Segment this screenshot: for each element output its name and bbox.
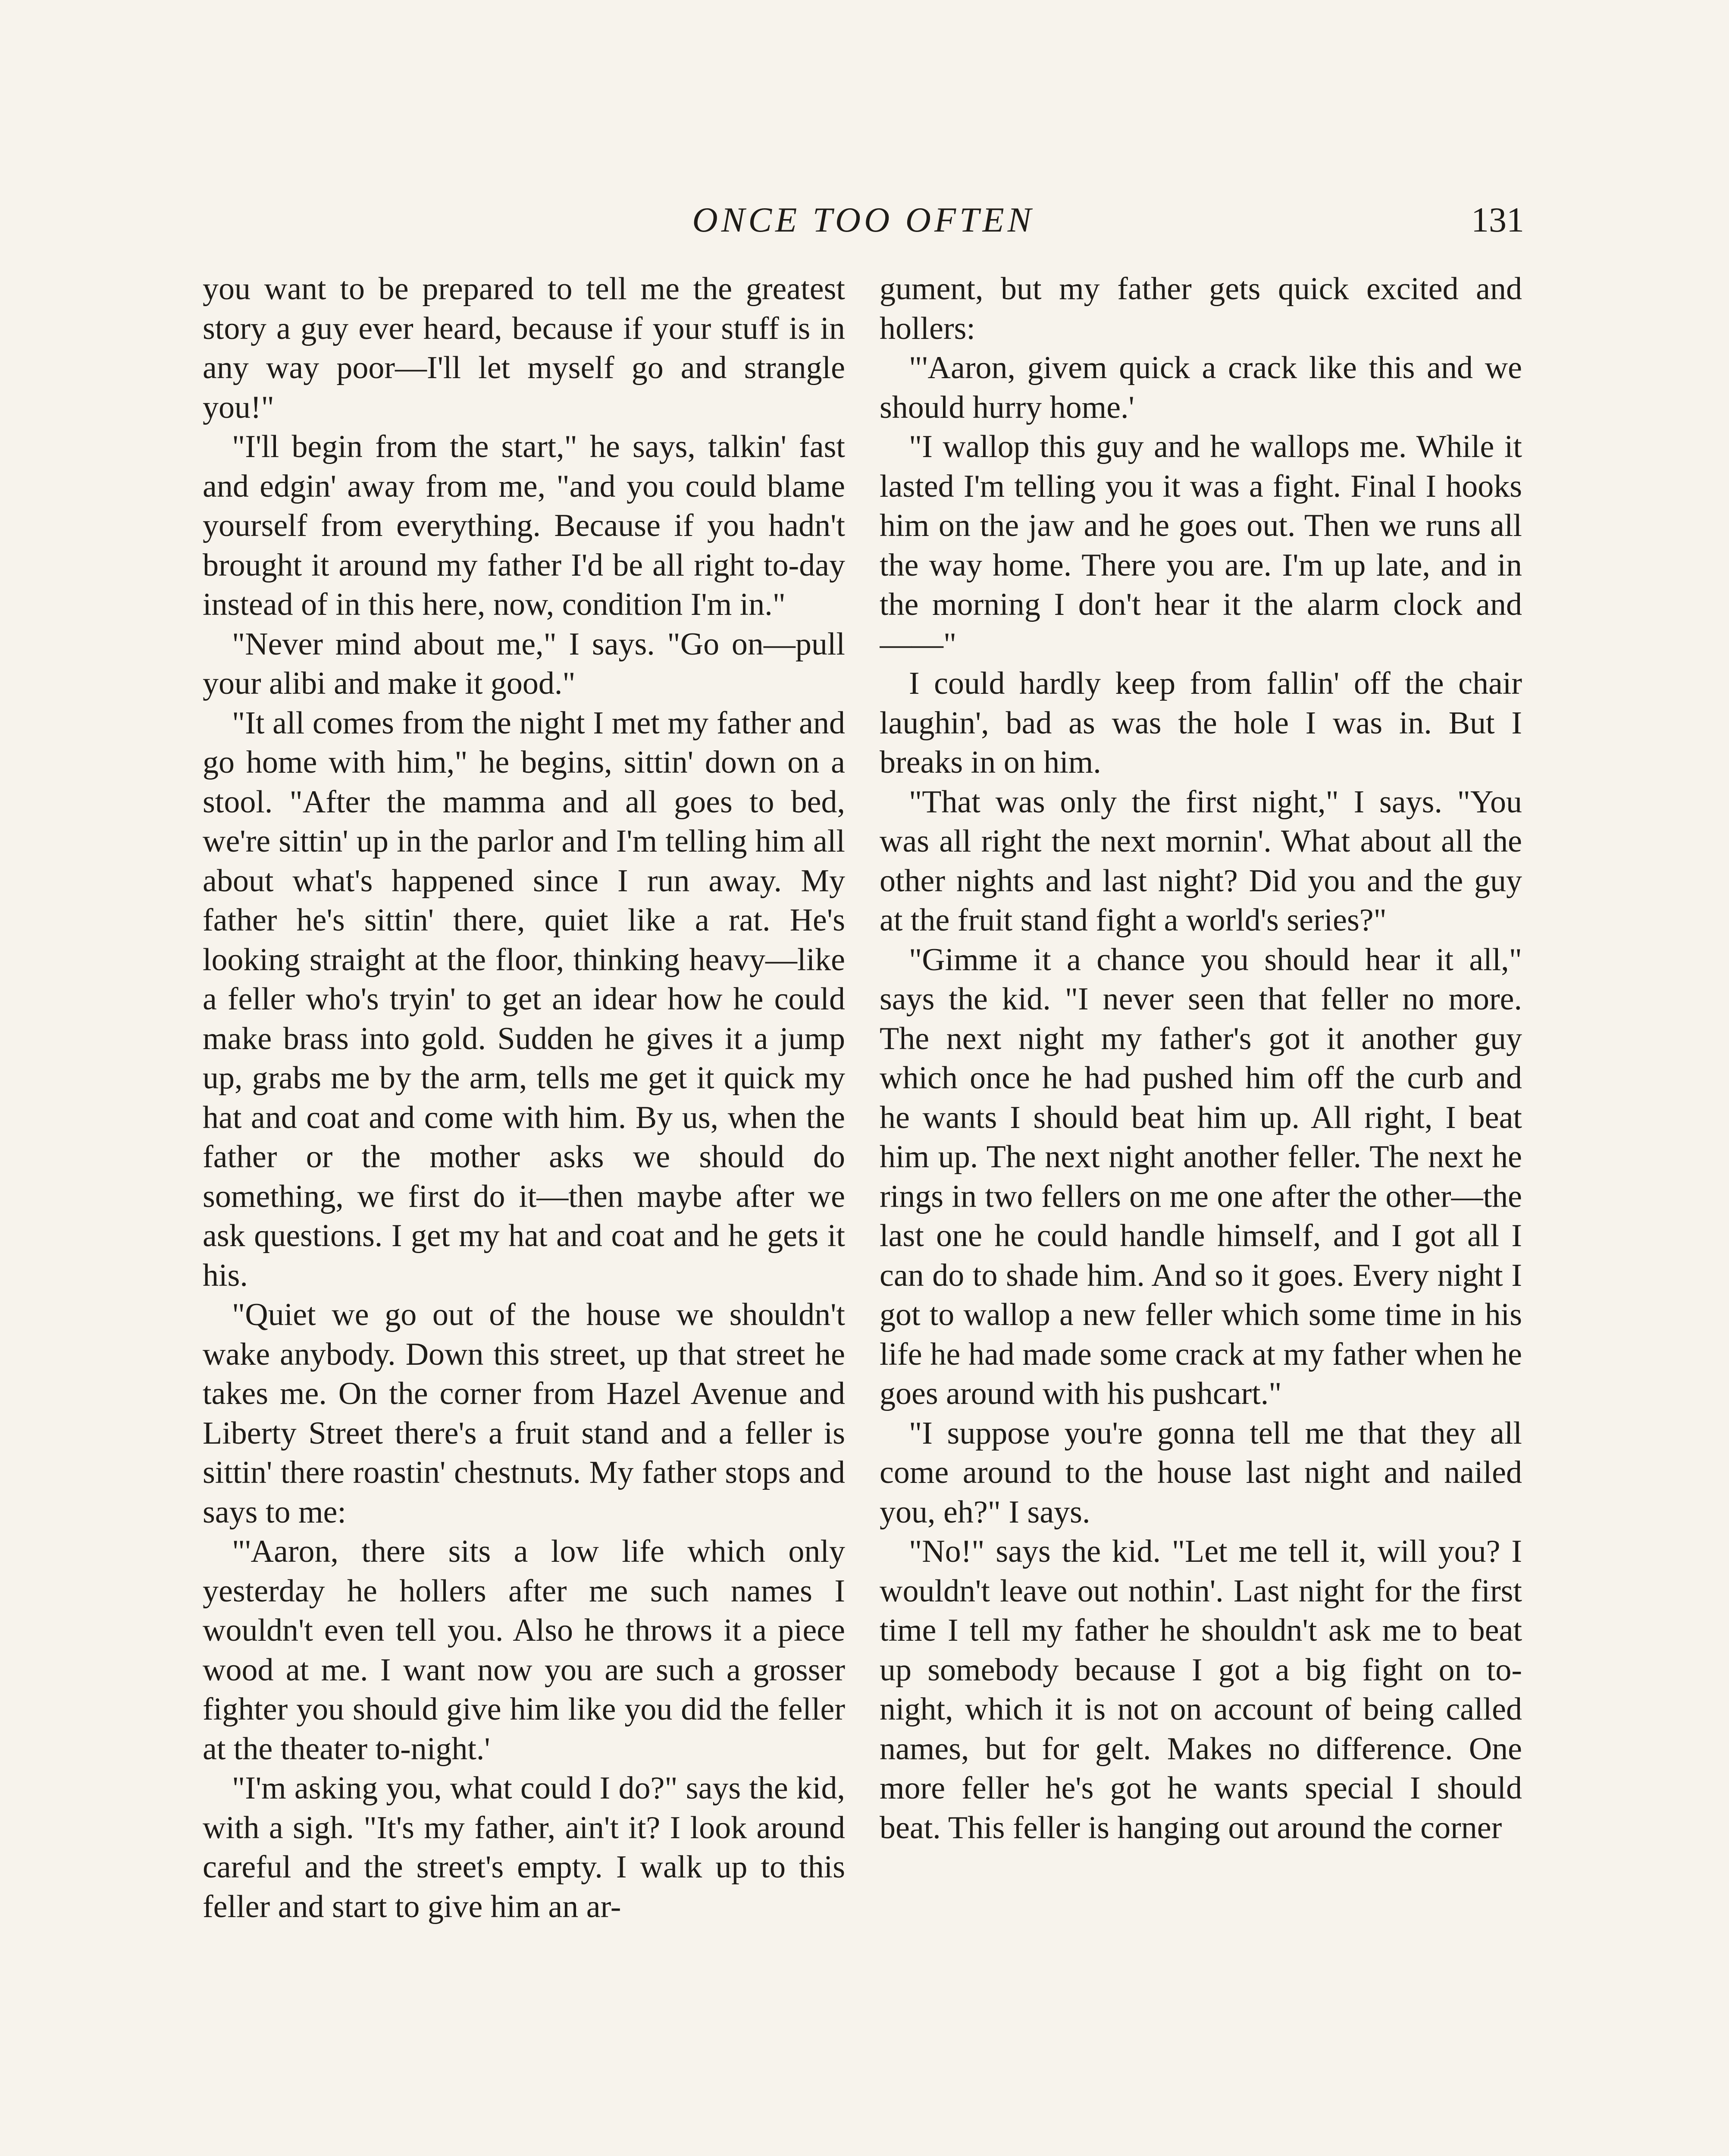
- running-title: ONCE TOO OFTEN: [692, 200, 1035, 239]
- page-header: [203, 196, 1524, 248]
- paragraph: you want to be prepared to tell me the greatest story a guy ever heard, because if your stuff is in any way poor—I'll let myself go and strangle you!": [203, 271, 845, 425]
- paragraph: "Never mind about me," I says. "Go on—pull your alibi and make it good.": [203, 626, 845, 701]
- paragraph: gument, but my father gets quick excited and hollers:: [880, 271, 1522, 346]
- page-number: 131: [1471, 200, 1524, 239]
- paragraph: "Gimme it a chance you should hear it all," says the kid. "I never seen that feller no more. The next night my father's got it another guy which once he had pushed him off the curb and he wants I should beat him up. All right, I beat him up. The next night another feller. The next he rings in two fellers on me one after the other—the last one he could handle himself, and I got all I can do to shade him. And so it goes. Every night I got to wallop a new feller which some time in his life he had made some crack at my father when he goes around with his pushcart.": [880, 942, 1522, 1411]
- paragraph: "I suppose you're gonna tell me that they all come around to the house last night and nailed you, eh?" I says.: [880, 1415, 1522, 1530]
- paragraph: "I'll begin from the start," he says, talkin' fast and edgin' away from me, "and you could blame yourself from everything. Because if you hadn't brought it around my father I'd be all right to-day instead of in this here, now, condition I'm in.": [203, 429, 845, 622]
- paragraph: "It all comes from the night I met my father and go home with him," he begins, sittin' down on a stool. "After the mamma and all goes to bed, we're sittin' up in the parlor and I'm telling him all about what's happened since I run away. My father he's sittin' there, quiet like a rat. He's looking straight at the floor, thinking heavy—like a feller who's tryin' to get an idear how he could make brass into gold. Sudden he gives it a jump up, grabs me by the arm, tells me get it quick my hat and coat and come with him. By us, when the father or the mother asks we should do something, we first do it—then maybe after we ask questions. I get my hat and coat and he gets it his.: [203, 705, 845, 1293]
- paragraph: "No!" says the kid. "Let me tell it, will you? I wouldn't leave out nothin'. Last night for the first time I tell my father he shouldn't ask me to beat up somebody because I got a big fight on to-night, which it is not on account of being called names, but for gelt. Makes no difference. One more feller he's got he wants special I should beat. This feller is hanging out around the corner: [880, 1534, 1522, 1846]
- left-text-column: [203, 270, 845, 2156]
- paragraph: "Quiet we go out of the house we shouldn't wake anybody. Down this street, up that street he takes me. On the corner from Hazel Avenue and Liberty Street there's a fruit stand and a feller is sittin' there roastin' chestnuts. My father stops and says to me:: [203, 1297, 845, 1530]
- right-text-column: [880, 270, 1522, 2156]
- paragraph: I could hardly keep from fallin' off the chair laughin', bad as was the hole I was in. But I breaks in on him.: [880, 666, 1522, 780]
- paragraph: "That was only the first night," I says. "You was all right the next mornin'. What about all the other nights and last night? Did you and the guy at the fruit stand fight a world's series?": [880, 784, 1522, 938]
- paragraph: "I wallop this guy and he wallops me. While it lasted I'm telling you it was a fight. Final I hooks him on the jaw and he goes out. Then we runs all the way home. There you are. I'm up late, and in the morning I don't hear it the alarm clock and——": [880, 429, 1522, 662]
- paragraph: "'Aaron, there sits a low life which only yesterday he hollers after me such names I wouldn't even tell you. Also he throws it a piece wood at me. I want now you are such a grosser fighter you should give him like you did the feller at the theater to-night.': [203, 1534, 845, 1767]
- paragraph: "I'm asking you, what could I do?" says the kid, with a sigh. "It's my father, ain't it? I look around careful and the street's empty. I walk up to this feller and start to give him an ar-: [203, 1771, 845, 1924]
- paragraph: "'Aaron, givem quick a crack like this and we should hurry home.': [880, 350, 1522, 425]
